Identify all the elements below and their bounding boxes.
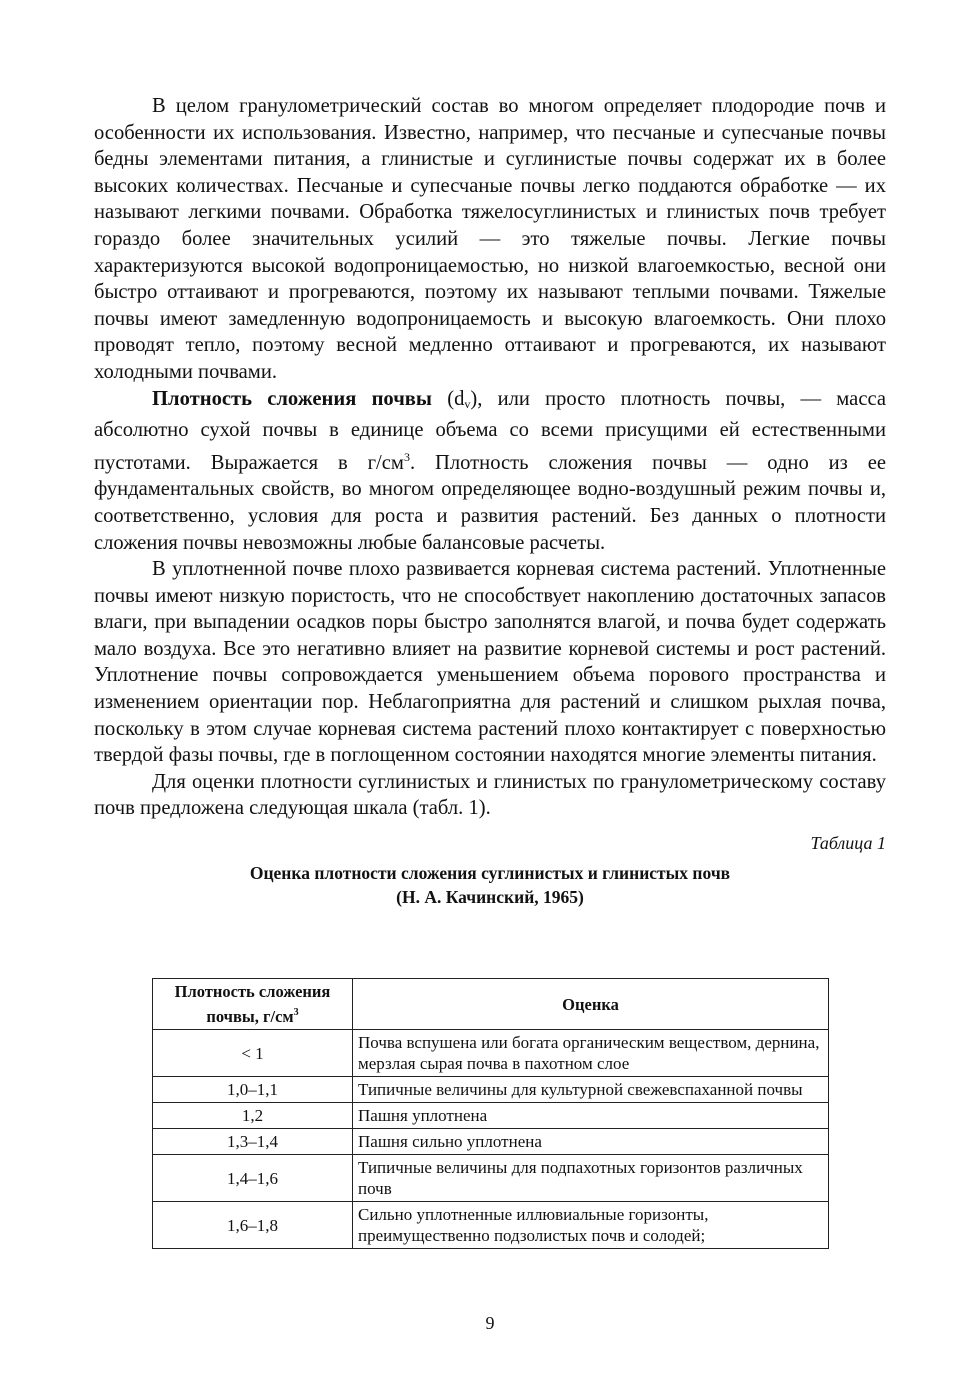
table-row: [153, 1030, 829, 1077]
table-title-line2: (Н. А. Качинский, 1965): [396, 887, 584, 908]
density-definition-text-cont: . Плотность сложения почвы — одно из ее фундаментальных свойств, во многом определяющее водно-воздушный режим почвы и, соответственно, условия для роста и развития растений. Без данных о плотности сложения почвы невозможны любые балансовые расчеты.: [94, 451, 886, 554]
cell-assessment: Сильно уплотненные иллювиальные горизонты, преимущественно подзолистых почв и солодей;: [353, 1202, 829, 1249]
table-number: Таблица 1: [810, 833, 886, 854]
cell-density: 1,4–1,6: [153, 1155, 353, 1202]
density-symbol-open: (d: [432, 387, 465, 410]
unit-superscript: 3: [403, 449, 410, 464]
cell-density: < 1: [153, 1030, 353, 1077]
table-row: [153, 1129, 829, 1155]
cell-density: 1,0–1,1: [153, 1077, 353, 1103]
header-assessment: Оценка: [353, 979, 829, 1030]
cell-assessment: Типичные величины для культурной свежевспаханной почвы: [353, 1077, 829, 1103]
table-title-line1: Оценка плотности сложения суглинистых и глинистых почв: [249, 863, 731, 884]
density-table: [152, 978, 829, 1249]
header-density-sup: 3: [293, 1007, 299, 1018]
cell-assessment: Типичные величины для подпахотных горизонтов различных почв: [353, 1155, 829, 1202]
table-row: [153, 1202, 829, 1249]
density-definition-text: ), или просто плотность почвы, — масса абсолютно сухой почвы в единице объема со всеми присущими ей естественными пустотами. Выражается в г/см: [94, 387, 886, 474]
page-body: [94, 93, 886, 909]
paragraph-compaction: В уплотненной почве плохо развивается корневая система растений. Уплотненные почвы имеют низкую пористость, что не способствует накоплению достаточных запасов влаги, при выпадении осадков поры быстро заполнятся влагой, и почва будет содержать мало воздуха. Все это негативно влияет на развитие корневой системы и рост растений. Уплотнение почвы сопровождается уменьшением объема порового пространства и изменением ориентации пор. Неблагоприятна для растений и слишком рыхлая почва, поскольку в этом случае корневая система растений плохо контактирует с поверхностью твердой фазы почвы, где в поглощенном состоянии находятся многие элементы питания.: [94, 558, 886, 767]
header-density-line2: почвы, г/см: [206, 1007, 294, 1026]
table-title: [94, 861, 886, 909]
density-symbol-subscript: v: [464, 396, 471, 411]
header-density-line1: Плотность сложения: [174, 982, 331, 1001]
paragraph-density-definition: [94, 386, 886, 557]
page-number: 9: [485, 1313, 495, 1333]
paragraph-granulometric: В целом гранулометрический состав во многом определяет плодородие почв и особенности их использования. Известно, например, что песчаные и супесчаные почвы бедны элементами питания, а глинистые и суглинистые почвы содержат их в более высоких количествах. Песчаные и супесчаные почвы легко поддаются обработке — их называют легкими почвами. Обработка тяжелосуглинистых и глинистых почв требует гораздо более значительных усилий — это тяжелые почвы. Легкие почвы характеризуются высокой водопроницаемостью, но низкой влагоемкостью, весной они быстро оттаивают и прогреваются, поэтому их называют теплыми почвами. Тяжелые почвы имеют замедленную водопроницаемость и высокую влагоемкость. Они плохо проводят тепло, поэтому весной медленно оттаивают и прогреваются, их называют холодными почвами.: [94, 95, 886, 383]
cell-density: 1,2: [153, 1103, 353, 1129]
cell-assessment: Почва вспушена или богата органическим веществом, дернина, мерзлая сырая почва в пахотном слое: [353, 1030, 829, 1077]
table-header-row: [153, 979, 829, 1030]
cell-assessment: Пашня уплотнена: [353, 1103, 829, 1129]
cell-density: 1,6–1,8: [153, 1202, 353, 1249]
table-row: [153, 1155, 829, 1202]
term-density: Плотность сложения почвы: [152, 387, 433, 410]
table-row: [153, 1103, 829, 1129]
header-density: [153, 979, 353, 1030]
table-row: [153, 1077, 829, 1103]
paragraph-scale-intro: Для оценки плотности суглинистых и глинистых по гранулометрическому составу почв предложена следующая шкала (табл. 1).: [94, 770, 886, 820]
cell-density: 1,3–1,4: [153, 1129, 353, 1155]
cell-assessment: Пашня сильно уплотнена: [353, 1129, 829, 1155]
